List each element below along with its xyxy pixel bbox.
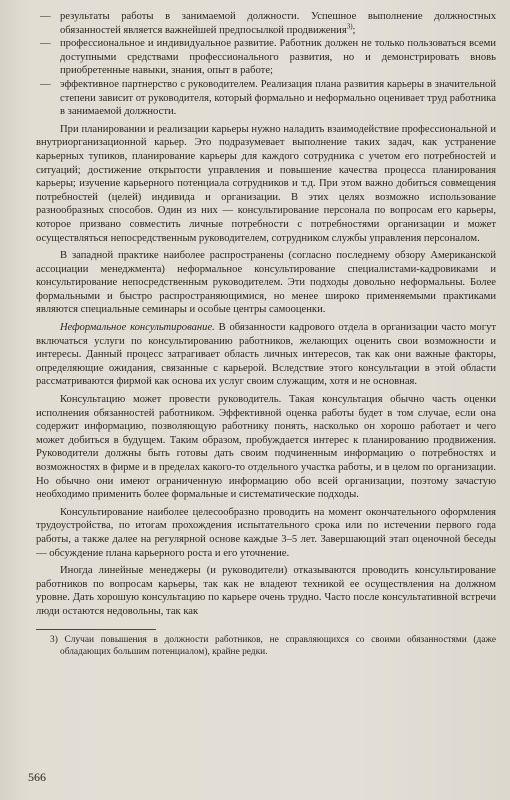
footnote-divider [36, 629, 156, 630]
list-item: — результаты работы в занимаемой должности. Успешное выполнение должностных обязанностей является важнейшей предпосылкой продвижения$^{3)}$; [60, 10, 496, 37]
paragraph: Иногда линейные менеджеры (и руководители) отказываются проводить консультирование работников по вопросам карьеры, так как не владеют техникой ее осуществления на должном уровне. Дать хорошую консультацию по карьере очень трудно. Часто после консультативной встречи люди остаются недовольны, так как [36, 565, 496, 617]
body-text [36, 10, 496, 619]
paragraph: В западной практике наиболее распространены (согласно последнему обзору Американской ассоциации менеджмента) неформальное консультирование специалистами-кадровиками и консультирование непосредственным руководителем. Эти подходы довольно неформальны. Более формальными и быстро распространяющимися, но менее широко применяемыми практиками являются специальные семинары и особые центры самооценки. [36, 250, 496, 316]
list-item: — эффективное партнерство с руководителем. Реализация плана развития карьеры в значительной степени зависит от руководителя, который формально и неформально оценивает труд работника в занимаемой должности. [60, 78, 496, 119]
paragraph: При планировании и реализации карьеры нужно наладить взаимодействие профессиональной и внутриорганизационной карьер. Это подразумевает выполнение таких задач, как устранение карьерных тупиков, планирование карьеры для каждого сотрудника с учетом его потребностей и ситуаций; достижение открытости управления и повышение качества процесса планирования карьеры; изучение карьерного потенциала сотрудников и т.д. При этом важно добиться совмещения потребностей (целей) индивида и организации. В этих целях возможно использование разнообразных способов. Один из них — консультирование персонала по вопросам его карьеры, которое призвано совместить личные потребности с потребностями организации и может осуществляться непосредственным руководителем, сотрудником службы управления персоналом. [36, 123, 496, 244]
criteria-list [36, 10, 496, 119]
list-item: — профессиональное и индивидуальное развитие. Работник должен не только пользоваться всеми доступными средствами профессионального развития, но и демонстрировать вновь приобретенные навыки, знания, опыт в работе; [60, 37, 496, 78]
paragraph: Консультацию может провести руководитель. Такая консультация обычно часть оценки исполнения обязанностей работником. Эффективной оценка работы будет в том случае, если она содержит информацию, позволяющую работнику понять, насколько он хорошо работает и чего может добиться в будущем. Таким образом, пробуждается интерес к планированию продвижения. Руководители должны быть готовы дать своим подчиненным информацию о потребностях и возможностях в фирме и в пределах какого-то отдельного участка работы, и в целом по организации. Но обычно они имеют ограниченную информацию обо всей организации, поэтому зачастую необходимо применить более формальные и систематические подходы. [36, 394, 496, 501]
footnote-ref: 3) [346, 22, 353, 31]
page-number: 566 [28, 770, 46, 784]
paragraph: Консультирование наиболее целесообразно проводить на момент окончательного оформления трудоустройства, по итогам прохождения испытательного срока или по истечении первого года работы, а также далее на регулярной основе каждые 3–5 лет. Завершающий этап оценочной беседы — обсуждение плана карьерного роста и его уточнение. [36, 506, 496, 559]
footnote: 3) Случаи повышения в должности работников, не справляющихся со своими обязанностями (даже обладающих большим потенциалом), крайне редки. [50, 634, 496, 657]
paragraph-rest: В обязанности кадрового отдела в организации часто могут включаться услуги по консультированию работников, желающих оценить свои возможности и интересы. Данный процесс затрагивает область личных интересов, так как они важные факторы, определяющие ожидания, связанные с карьерой. Вследствие этого консультации в этой области рассматриваются фирмой как основа их услуг своим служащим, хотя и не основная. [36, 322, 497, 388]
paragraph-lead-italic: Неформальное консультирование. [60, 322, 215, 334]
list-item-text: результаты работы в занимаемой должности. Успешное выполнение должностных обязанностей является важнейшей предпосылкой продвижения [60, 11, 496, 36]
paragraph [36, 321, 496, 389]
